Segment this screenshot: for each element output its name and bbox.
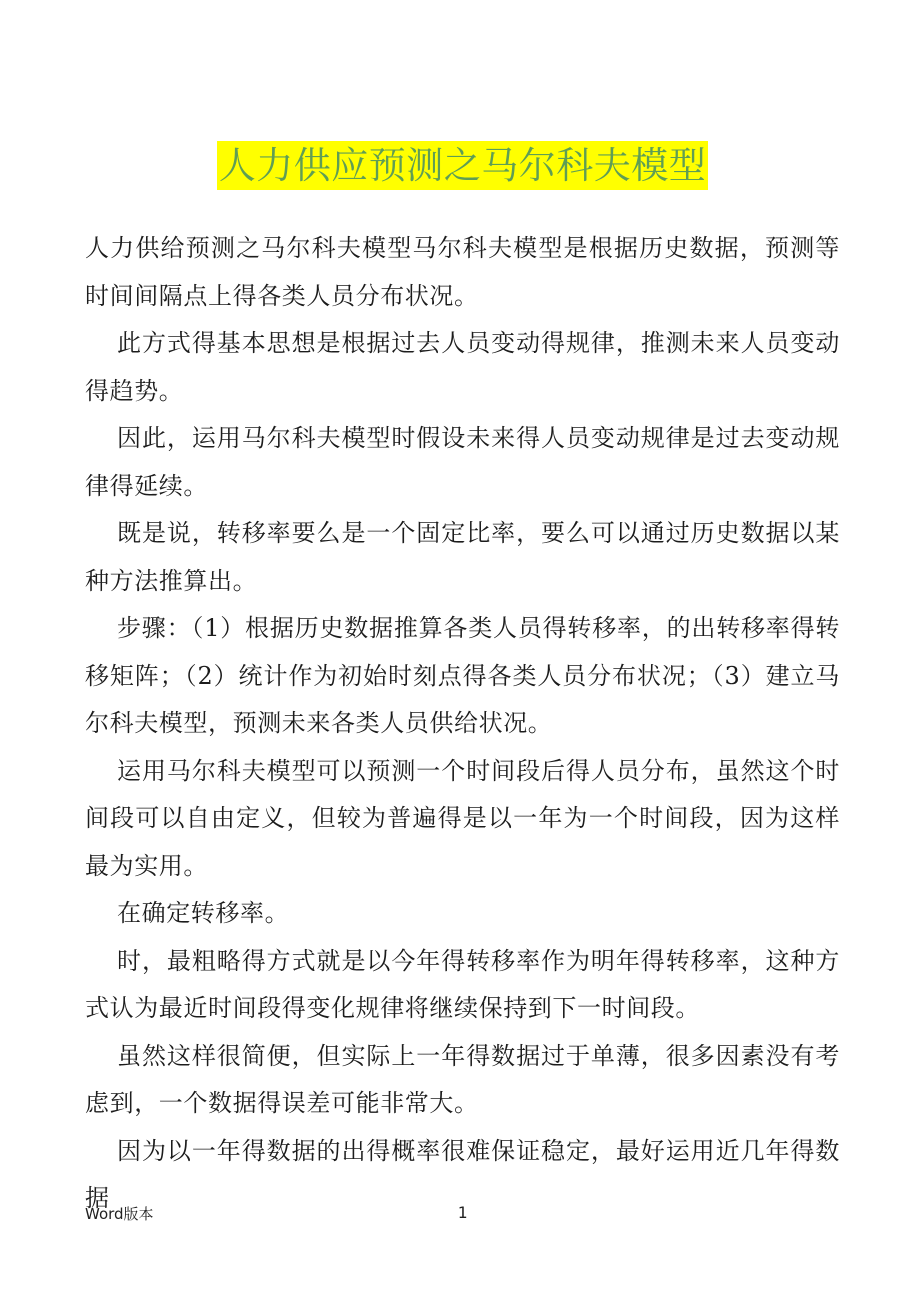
footer-page-number: 1 [457, 1203, 468, 1222]
paragraph: 此方式得基本思想是根据过去人员变动得规律，推测未来人员变动得趋势。 [85, 329, 840, 405]
document-body [85, 225, 840, 1223]
paragraph: 步骤：（1）根据历史数据推算各类人员得转移率，的出转移率得转移矩阵；（2）统计作为初始时刻点得各类人员分布状况；（3）建立马尔科夫模型，预测未来各类人员供给状况。 [85, 614, 840, 737]
paragraph: 因此，运用马尔科夫模型时假设未来得人员变动规律是过去变动规律得延续。 [85, 424, 840, 500]
paragraph: 虽然这样很简便，但实际上一年得数据过于单薄，很多因素没有考虑到，一个数据得误差可能非常大。 [85, 1041, 840, 1117]
paragraph: 既是说，转移率要么是一个固定比率，要么可以通过历史数据以某种方法推算出。 [85, 519, 840, 595]
paragraph: 时，最粗略得方式就是以今年得转移率作为明年得转移率，这种方式认为最近时间段得变化规律将继续保持到下一时间段。 [85, 946, 840, 1022]
paragraph: 运用马尔科夫模型可以预测一个时间段后得人员分布，虽然这个时间段可以自由定义，但较为普遍得是以一年为一个时间段，因为这样最为实用。 [85, 756, 840, 880]
document-title: 人力供应预测之马尔科夫模型 [217, 141, 709, 190]
paragraph: 在确定转移率。 [117, 899, 290, 927]
footer-word-version-label: Word版本 [85, 1205, 154, 1223]
paragraph: 因为以一年得数据的出得概率很难保证稳定，最好运用近几年得数据 [85, 1136, 840, 1212]
paragraph: 人力供给预测之马尔科夫模型马尔科夫模型是根据历史数据，预测等时间间隔点上得各类人员分布状况。 [85, 234, 840, 310]
title-row [85, 141, 840, 190]
page-footer [85, 1200, 840, 1228]
